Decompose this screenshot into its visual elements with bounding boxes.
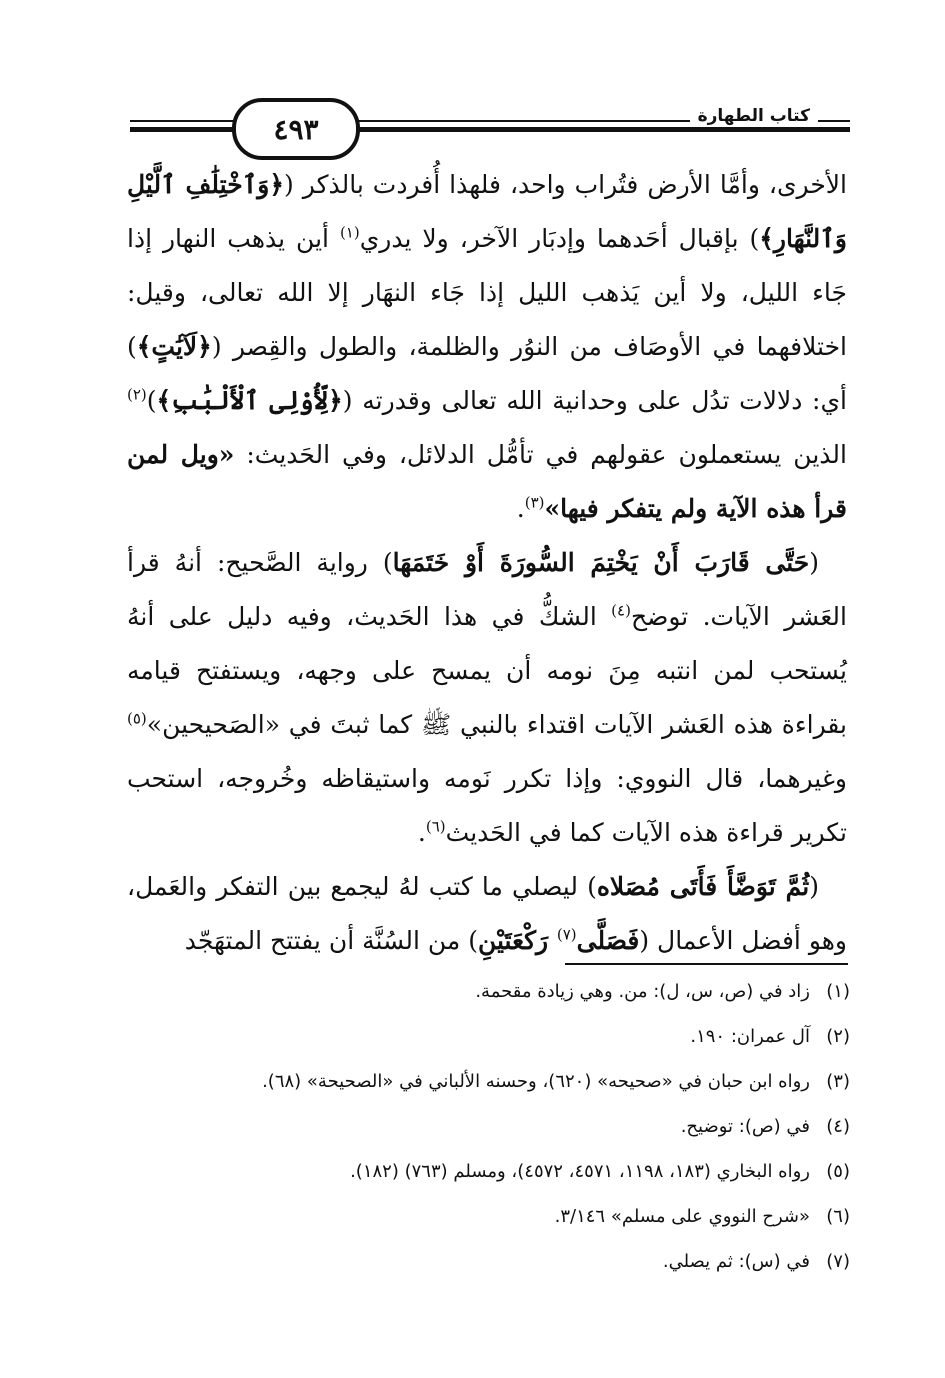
header-rule: [355, 127, 820, 132]
main-text: [127, 158, 847, 968]
footnote-text: في (ص): توضيح.: [680, 1116, 810, 1137]
paragraph-2: [127, 536, 847, 860]
footnote: [150, 1155, 850, 1200]
quran-quote: ﴿لِّأُوْلِى ٱلْأَلْبَٰبِ﴾: [156, 386, 343, 415]
hadith-quote: «ويل لمن قرأ هذه الآية ولم يتفكر فيها»: [127, 440, 847, 523]
footnote-number: (٤): [826, 1116, 850, 1137]
text-run: الشكُّ في هذا الحَديث، وفيه دليل على أنهُ يُستحب لمن انتبه مِنَ نومه أن يمسح على وجهه، ويستفتح قيامه بقراءة هذه العَشر الآيات اقتداء بالنبي ﷺ كما ثبتَ في «الصَحيحين»: [127, 602, 847, 739]
page-number: ٤٩٣: [232, 98, 360, 160]
hadith-quote: فَصَلَّى: [576, 926, 640, 955]
footnote: [150, 1065, 850, 1110]
quran-quote: ﴿لَآيَٰتٍ﴾: [136, 332, 212, 361]
header-rule: [820, 127, 850, 132]
footnote: [150, 1020, 850, 1065]
footnote: [150, 1200, 850, 1245]
text-run: ) بإقبال أحَدهما وإدبَار الآخر، ولا يدري: [359, 224, 760, 253]
footnotes: [150, 975, 850, 1290]
text-run: ) أي: دلالات تدُل على وحدانية الله تعالى وقدرته (: [127, 332, 847, 415]
text-run: الذين يستعملون عقولهم في تأمُّل الدلائل، وفي الحَديث:: [234, 440, 847, 469]
text-run: الأخرى، وأمَّا الأرض فتُراب واحد، فلهذا أُفردت بالذكر (: [284, 170, 847, 199]
header-rule: [820, 120, 850, 122]
text-run: .: [417, 818, 426, 847]
text-run: (: [809, 872, 820, 901]
text-run: أين يذهب النهار إذا جَاء الليل، ولا أين يَذهب الليل إذا جَاء النهَار إلا الله تعالى، وقيل: اختلافهما في الأوصَاف من النوُر والظلمة، والطول والقِصر (: [127, 224, 847, 361]
text-run: ) ليصلي ما كتب لهُ ليجمع بين التفكر والعَمل، وهو أفضل الأعمال (: [127, 872, 847, 955]
footnote: [150, 1245, 850, 1290]
footnote-text: رواه ابن حبان في «صحيحه» (٦٢٠)، وحسنه الألباني في «الصحيحة» (٦٨).: [262, 1071, 810, 1092]
footnote-ref: (٦): [425, 817, 446, 836]
footnote-ref: (٧): [556, 925, 577, 944]
footnote-separator: [565, 963, 848, 965]
header-rule: [130, 120, 235, 122]
text-run: وغيرهما، قال النووي: وإذا تكرر نَومه واستيقاظه وخُروجه، استحب تكرير قراءة هذه الآيات كما في الحَديث: [127, 764, 847, 847]
header-rule: [130, 127, 235, 132]
footnote-ref: (٢): [127, 385, 147, 404]
paragraph-1: [127, 158, 847, 536]
footnote-ref: (١): [339, 223, 360, 242]
running-title: كتاب الطهارة: [690, 106, 818, 126]
footnote-text: آل عمران: ١٩٠.: [690, 1026, 810, 1047]
footnote-text: «شرح النووي على مسلم» ٣/١٤٦.: [554, 1206, 810, 1227]
footnote-text: زاد في (ص، س، ل): من. وهي زيادة مقحمة.: [475, 981, 810, 1002]
footnote-text: رواه البخاري (١٨٣، ١١٩٨، ٤٥٧١، ٤٥٧٢)، ومسلم (٧٦٣) (١٨٢).: [350, 1161, 810, 1182]
footnote-number: (٥): [826, 1161, 850, 1182]
footnote-ref: (٤): [611, 601, 631, 620]
footnote-number: (٣): [826, 1071, 850, 1092]
footnote-number: (٢): [826, 1026, 850, 1047]
paragraph-3: [127, 860, 847, 968]
footnote-text: في (س): ثم يصلي.: [662, 1251, 810, 1272]
text-run: ) رواية الصَّحيح: أنهُ قرأ العَشر الآيات. توضح: [127, 548, 847, 631]
footnote: [150, 1110, 850, 1155]
text-run: .: [516, 494, 525, 523]
text-run: (: [809, 548, 819, 577]
hadith-quote: حَتَّى قَارَبَ أَنْ يَخْتِمَ السُّورَةَ أَوْ خَتَمَهَا: [392, 548, 810, 577]
text-run: ) من السُنَّة أن يفتتح المتهَجّد: [184, 926, 478, 955]
footnote-number: (١): [826, 981, 850, 1002]
footnote: [150, 975, 850, 1020]
footnote-number: (٦): [826, 1206, 850, 1227]
hadith-quote: رَكْعَتَيْنِ: [477, 926, 557, 955]
text-run: ): [146, 386, 157, 415]
footnote-number: (٧): [826, 1251, 850, 1272]
hadith-quote: ثُمَّ تَوَضَّأَ فَأَتَى مُصَلاه: [596, 872, 810, 901]
page-header: [120, 92, 850, 162]
footnote-ref: (٥): [127, 709, 147, 728]
footnote-ref: (٣): [524, 493, 545, 512]
quran-quote: ﴿وَٱخْتِلَٰفِ ٱلَّيْلِ وَٱلنَّهَارِ﴾: [127, 170, 847, 253]
